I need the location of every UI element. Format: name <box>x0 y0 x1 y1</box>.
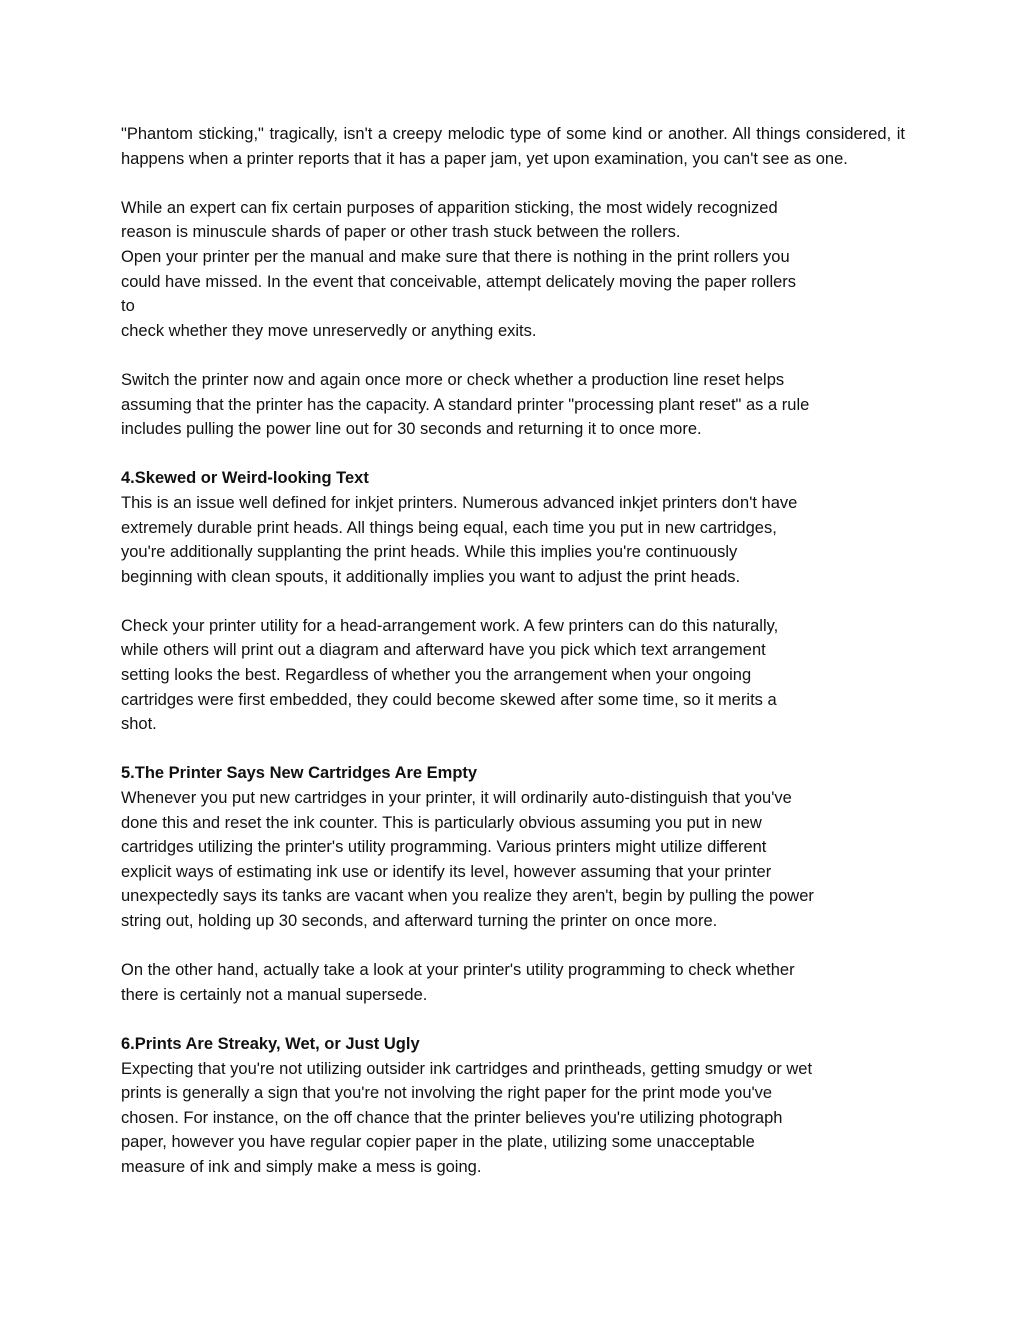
text-line: prints is generally a sign that you're not involving the right paper for the print mode you've <box>121 1084 773 1103</box>
text-line: reason is minuscule shards of paper or other trash stuck between the rollers. <box>121 223 681 242</box>
document-page <box>121 122 905 1204</box>
text-line: Expecting that you're not utilizing outsider ink cartridges and printheads, getting smudgy or wet <box>121 1059 813 1078</box>
text-line: extremely durable print heads. All things being equal, each time you put in new cartridges, <box>121 518 777 537</box>
text-line: check whether they move unreservedly or anything exits. <box>121 321 537 340</box>
text-line: measure of ink and simply make a mess is going. <box>121 1157 482 1176</box>
text-line: unexpectedly says its tanks are vacant when you realize they aren't, begin by pulling the power <box>121 887 814 906</box>
paragraph-head-alignment <box>121 614 905 737</box>
text-line: you're additionally supplanting the print heads. While this implies you're continuously <box>121 543 738 562</box>
section-heading: 5.The Printer Says New Cartridges Are Empty <box>121 764 478 783</box>
text-line: setting looks the best. Regardless of whether you the arrangement when your ongoing <box>121 666 752 685</box>
text-line: string out, holding up 30 seconds, and afterward turning the printer on once more. <box>121 912 718 930</box>
text-line: While an expert can fix certain purposes of apparition sticking, the most widely recognized <box>121 198 778 217</box>
section-skewed-text <box>121 466 905 589</box>
text-line: shot. <box>121 715 157 734</box>
text-line: done this and reset the ink counter. This is particularly obvious assuming you put in new <box>121 813 762 832</box>
section-empty-cartridges <box>121 761 905 933</box>
text-line: chosen. For instance, on the off chance that the printer believes you're utilizing photograph <box>121 1108 783 1127</box>
text-line: This is an issue well defined for inkjet printers. Numerous advanced inkjet printers don't have <box>121 493 798 512</box>
paragraph-apparition-sticking <box>121 196 905 344</box>
text-line: beginning with clean spouts, it additionally implies you want to adjust the print heads. <box>121 567 741 586</box>
section-streaky-prints <box>121 1032 905 1180</box>
text-line: cartridges utilizing the printer's utility programming. Various printers might utilize different <box>121 838 767 857</box>
text-line: Switch the printer now and again once more or check whether a production line reset helps <box>121 370 785 389</box>
section-heading: 6.Prints Are Streaky, Wet, or Just Ugly <box>121 1034 420 1053</box>
text-line: explicit ways of estimating ink use or identify its level, however assuming that your printer <box>121 862 772 881</box>
section-heading: 4.Skewed or Weird-looking Text <box>121 469 369 488</box>
text-line: On the other hand, actually take a look at your printer's utility programming to check whether <box>121 961 795 980</box>
paragraph-manual-override <box>121 958 905 1007</box>
text-line: paper, however you have regular copier paper in the plate, utilizing some unacceptable <box>121 1133 755 1152</box>
text-line: to <box>121 297 135 316</box>
text-line: while others will print out a diagram and afterward have you pick which text arrangement <box>121 641 766 660</box>
paragraph-factory-reset <box>121 368 905 442</box>
text-line: Open your printer per the manual and make sure that there is nothing in the print rollers you <box>121 247 790 266</box>
text-line: there is certainly not a manual supersede. <box>121 985 428 1004</box>
text-line: assuming that the printer has the capacity. A standard printer "processing plant reset" as a rule <box>121 395 810 414</box>
text-line: cartridges were first embedded, they could become skewed after some time, so it merits a <box>121 690 777 709</box>
text-line: Whenever you put new cartridges in your printer, it will ordinarily auto-distinguish that you've <box>121 789 792 808</box>
text-line: includes pulling the power line out for 30 seconds and returning it to once more. <box>121 420 702 439</box>
text-line: Check your printer utility for a head-arrangement work. A few printers can do this naturally, <box>121 616 779 635</box>
paragraph-phantom-sticking: "Phantom sticking," tragically, isn't a creepy melodic type of some kind or another. All things considered, it happens when a printer reports that it has a paper jam, yet upon examination, you can't see as one. <box>121 125 905 168</box>
text-line: could have missed. In the event that conceivable, attempt delicately moving the paper rollers <box>121 272 797 291</box>
